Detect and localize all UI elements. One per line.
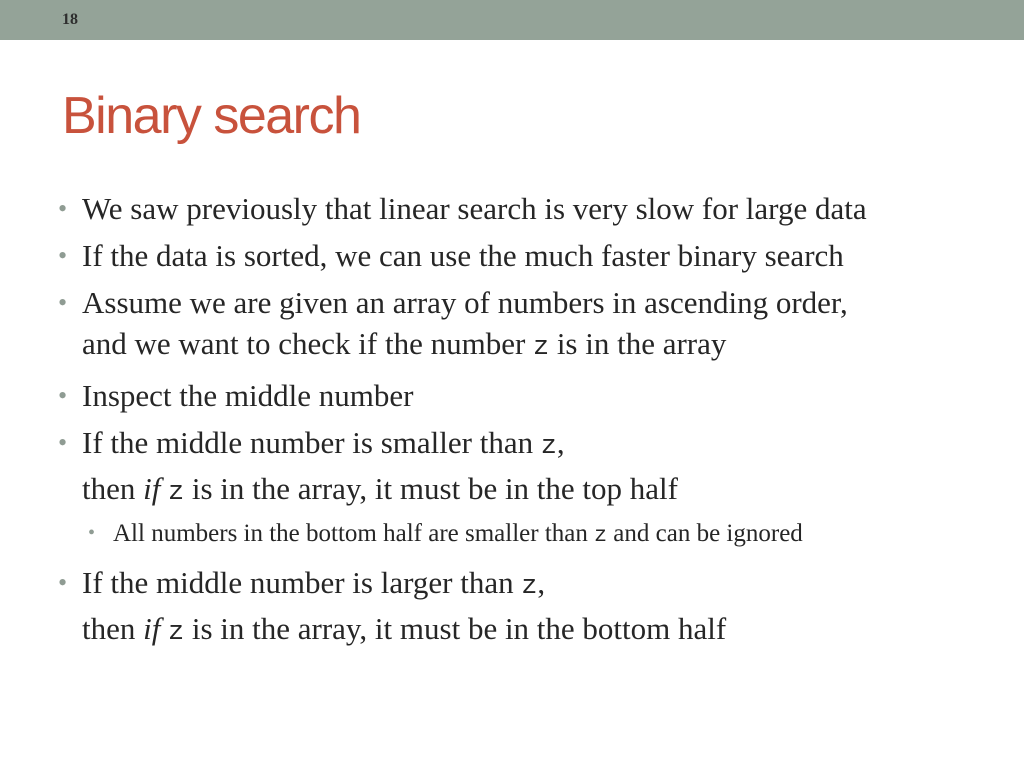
text-segment: If the middle number is larger than <box>82 565 522 600</box>
text-segment: is in the array <box>549 326 727 361</box>
bullet-icon: • <box>58 381 68 410</box>
text-segment: All numbers in the bottom half are smaller than <box>113 520 595 547</box>
text-segment: and we want to check if the number <box>82 326 534 361</box>
text-segment: , <box>556 425 565 460</box>
text-segment: If the middle number is smaller than <box>82 425 541 460</box>
text-segment <box>160 471 168 506</box>
text-segment: then <box>82 471 144 506</box>
text-segment <box>160 611 168 646</box>
bullet-icon: • <box>58 241 68 270</box>
bullet-text-line-1 <box>82 562 978 608</box>
bullet-item-smaller-than <box>58 422 978 514</box>
bullet-item-inspect-middle <box>58 375 978 416</box>
text-segment: and can be ignored <box>607 520 803 547</box>
bullet-text-line-2 <box>82 323 978 369</box>
variable-z: z <box>168 618 185 648</box>
bullet-icon: • <box>58 428 68 457</box>
bullet-list <box>58 188 978 660</box>
bullet-icon: • <box>58 568 68 597</box>
bullet-text: We saw previously that linear search is very slow for large data <box>82 191 867 226</box>
variable-z: z <box>533 333 550 363</box>
variable-z: z <box>540 432 557 462</box>
variable-z: z <box>521 572 538 602</box>
bullet-text-line-1 <box>82 422 978 468</box>
bullet-icon: • <box>58 288 68 317</box>
bullet-text: If the data is sorted, we can use the much faster binary search <box>82 238 844 273</box>
bullet-item-linear-search <box>58 188 978 229</box>
bullet-text: Inspect the middle number <box>82 378 414 413</box>
top-bar <box>0 0 1024 40</box>
bullet-text-line-2 <box>82 608 978 654</box>
sub-bullet-icon: • <box>88 522 96 544</box>
text-segment: , <box>537 565 546 600</box>
sub-bullet-item-ignore-bottom <box>58 518 978 552</box>
bullet-item-assume-array <box>58 282 978 369</box>
text-segment: is in the array, it must be in the bottom half <box>184 611 727 646</box>
text-segment: is in the array, it must be in the top half <box>184 471 678 506</box>
bullet-icon: • <box>58 194 68 223</box>
slide-title: Binary search <box>62 87 361 145</box>
bullet-item-sorted-data <box>58 235 978 276</box>
variable-z: z <box>594 524 608 548</box>
text-segment: then <box>82 611 144 646</box>
bullet-text-line-2 <box>82 468 978 514</box>
sub-bullet-text <box>113 520 803 547</box>
emphasis-if: if <box>143 611 161 646</box>
bullet-text-line-1: Assume we are given an array of numbers in ascending order, <box>82 285 848 320</box>
slide-number: 18 <box>62 11 78 28</box>
bullet-item-larger-than <box>58 562 978 654</box>
emphasis-if: if <box>143 471 161 506</box>
variable-z: z <box>168 478 185 508</box>
